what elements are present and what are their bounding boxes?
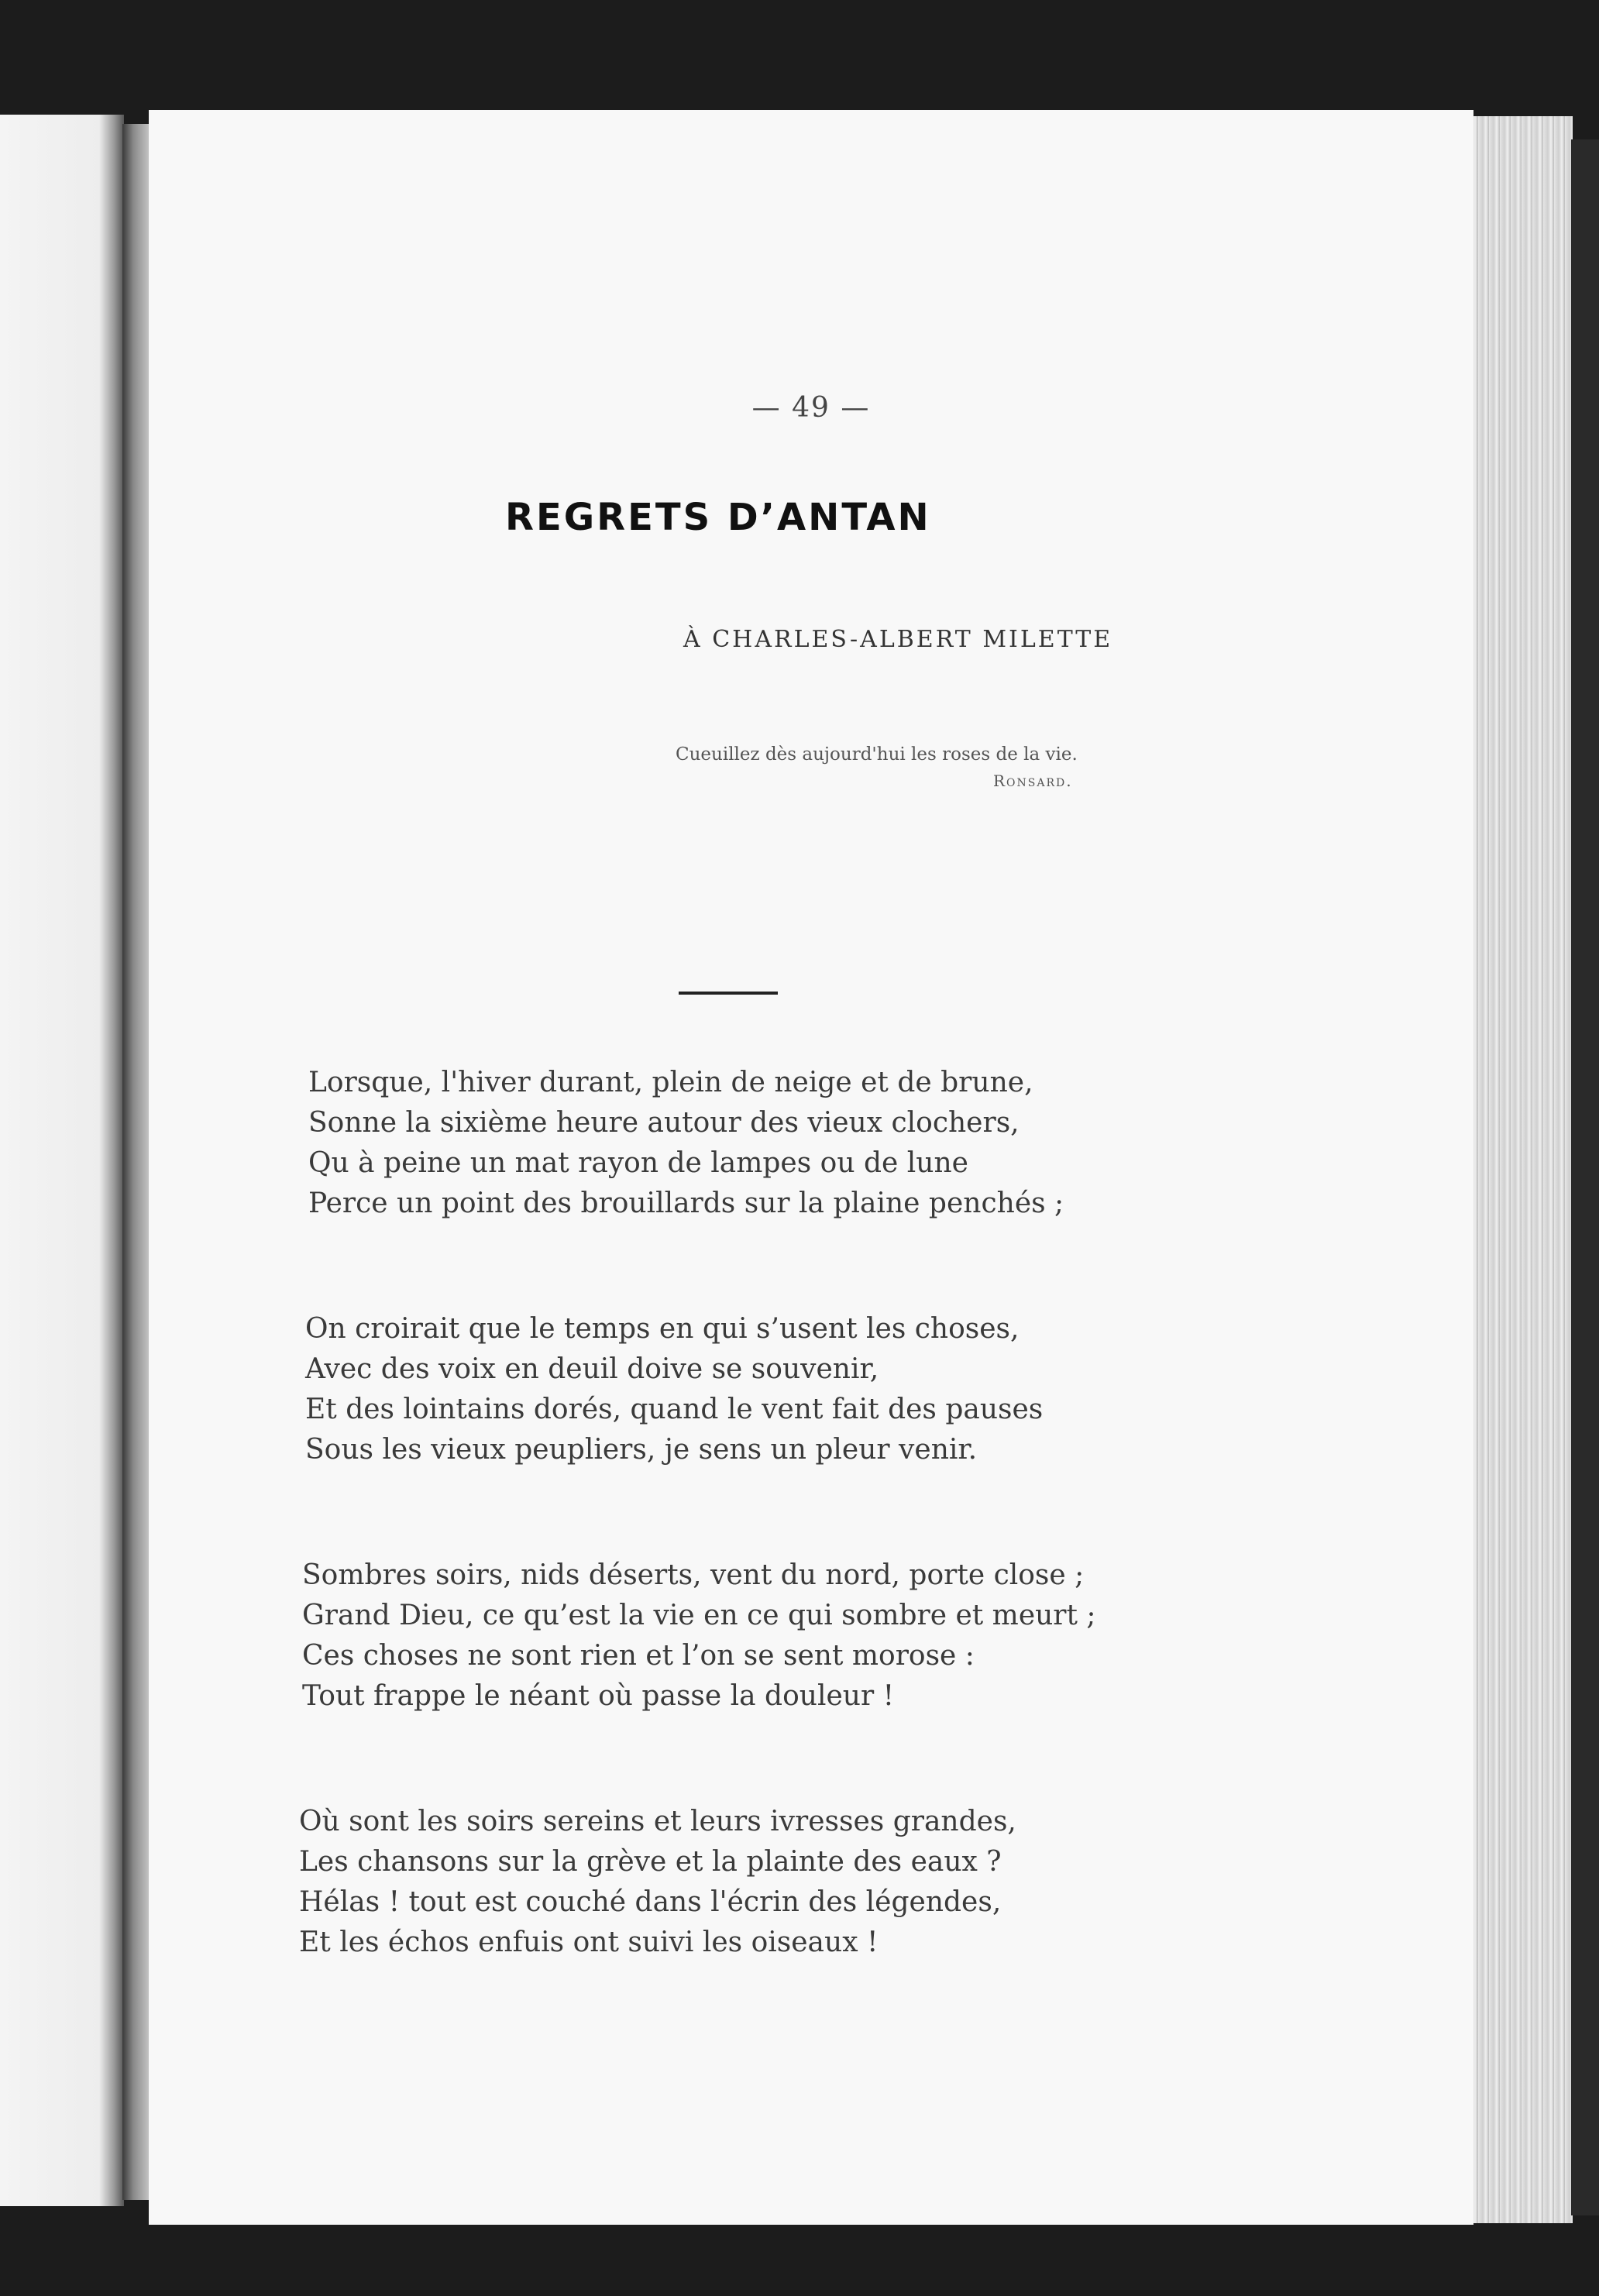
verse-line: Lorsque, l'hiver durant, plein de neige et de brune, [308, 1067, 1033, 1098]
verse-line: Perce un point des brouillards sur la plaine penchés ; [308, 1188, 1064, 1219]
verse-line: Où sont les soirs sereins et leurs ivresses grandes, [299, 1806, 1016, 1837]
left-page-edge [0, 115, 124, 2206]
verse-line: Grand Dieu, ce qu’est la vie en ce qui sombre et meurt ; [302, 1600, 1096, 1631]
verse-line: Avec des voix en deuil doive se souvenir, [305, 1353, 879, 1385]
verse-line: Et des lointains dorés, quand le vent fait des pauses [305, 1394, 1044, 1425]
stanza-4 [299, 1802, 1016, 1963]
verse-line: Ces choses ne sont rien et l’on se sent morose : [302, 1640, 975, 1672]
stanza-2 [305, 1309, 1043, 1470]
verse-line: Qu à peine un mat rayon de lampes ou de lune [308, 1147, 968, 1179]
book-cover-edge [1571, 139, 1599, 2215]
verse-line: Sombres soirs, nids déserts, vent du nord, porte close ; [302, 1559, 1085, 1591]
section-divider [679, 992, 778, 995]
dedication: À CHARLES-ALBERT MILETTE [683, 626, 1113, 653]
verse-line: Les chansons sur la grève et la plainte des eaux ? [299, 1846, 1002, 1878]
stanza-1 [308, 1063, 1064, 1224]
page-number: — 49 — [751, 392, 871, 424]
book-gutter [122, 124, 150, 2200]
verse-line: Sonne la sixième heure autour des vieux clochers, [308, 1107, 1020, 1139]
poem-title: REGRETS D’ANTAN [505, 496, 931, 539]
book-page [149, 110, 1473, 2225]
verse-line: Tout frappe le néant où passe la douleur ! [302, 1680, 895, 1712]
epigraph-author: Ronsard. [993, 772, 1073, 790]
stanza-3 [302, 1555, 1096, 1717]
verse-line: Hélas ! tout est couché dans l'écrin des légendes, [299, 1886, 1002, 1918]
epigraph-text: Cueuillez dès aujourd'hui les roses de la vie. [676, 744, 1078, 765]
verse-line: Et les échos enfuis ont suivi les oiseaux ! [299, 1927, 879, 1958]
page-stack-edges [1456, 116, 1573, 2223]
verse-line: Sous les vieux peupliers, je sens un pleur venir. [305, 1434, 978, 1466]
verse-line: On croirait que le temps en qui s’usent les choses, [305, 1313, 1020, 1345]
